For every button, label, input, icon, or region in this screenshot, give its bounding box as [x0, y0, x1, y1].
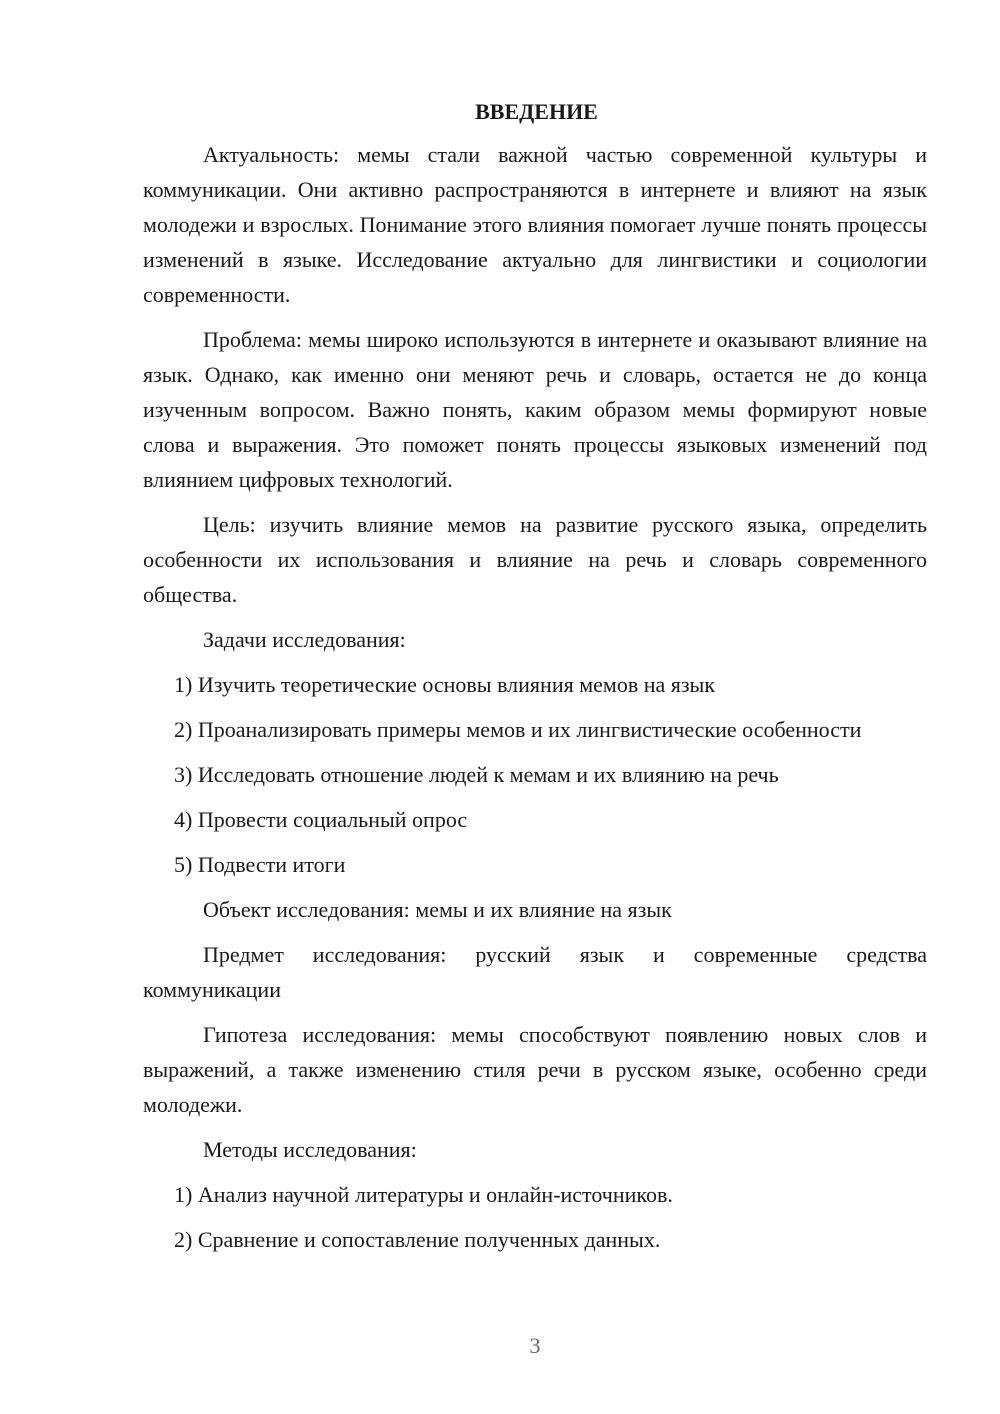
section-heading: ВВЕДЕНИЕ	[475, 99, 598, 124]
goal-paragraph: Цель: изучить влияние мемов на развитие русского языка, определить особенности их использования и влияние на речь и словарь современного общества.	[143, 512, 927, 607]
task-item: 3) Исследовать отношение людей к мемам и их влиянию на речь	[174, 762, 779, 787]
task-item: 2) Проанализировать примеры мемов и их лингвистические особенности	[174, 717, 862, 742]
relevance-paragraph: Актуальность: мемы стали важной частью современной культуры и коммуникации. Они активно распространяются в интернете и влияют на язык молодежи и взрослых. Понимание этого влияния помогает лучше понять процессы изменений в языке. Исследование актуально для лингвистики и социологии современности.	[143, 142, 927, 307]
methods-heading: Методы исследования:	[203, 1137, 417, 1162]
method-item: 2) Сравнение и сопоставление полученных данных.	[174, 1227, 661, 1252]
task-item: 5) Подвести итоги	[174, 852, 346, 877]
object-paragraph: Объект исследования: мемы и их влияние на язык	[203, 897, 672, 922]
hypothesis-paragraph: Гипотеза исследования: мемы способствуют появлению новых слов и выражений, а также изменению стиля речи в русском языке, особенно среди молодежи.	[143, 1022, 927, 1117]
method-item: 1) Анализ научной литературы и онлайн-источников.	[174, 1182, 673, 1207]
tasks-heading: Задачи исследования:	[203, 627, 406, 652]
task-item: 1) Изучить теоретические основы влияния мемов на язык	[174, 672, 716, 697]
task-item: 4) Провести социальный опрос	[174, 807, 468, 832]
subject-paragraph: Предмет исследования: русский язык и современные средства коммуникации	[143, 942, 927, 1002]
problem-paragraph: Проблема: мемы широко используются в интернете и оказывают влияние на язык. Однако, как именно они меняют речь и словарь, остается не до конца изученным вопросом. Важно понять, каким образом мемы формируют новые слова и выражения. Это поможет понять процессы языковых изменений под влиянием цифровых технологий.	[143, 327, 927, 492]
document-page	[143, 94, 927, 1267]
page-number: 3	[529, 1333, 541, 1358]
